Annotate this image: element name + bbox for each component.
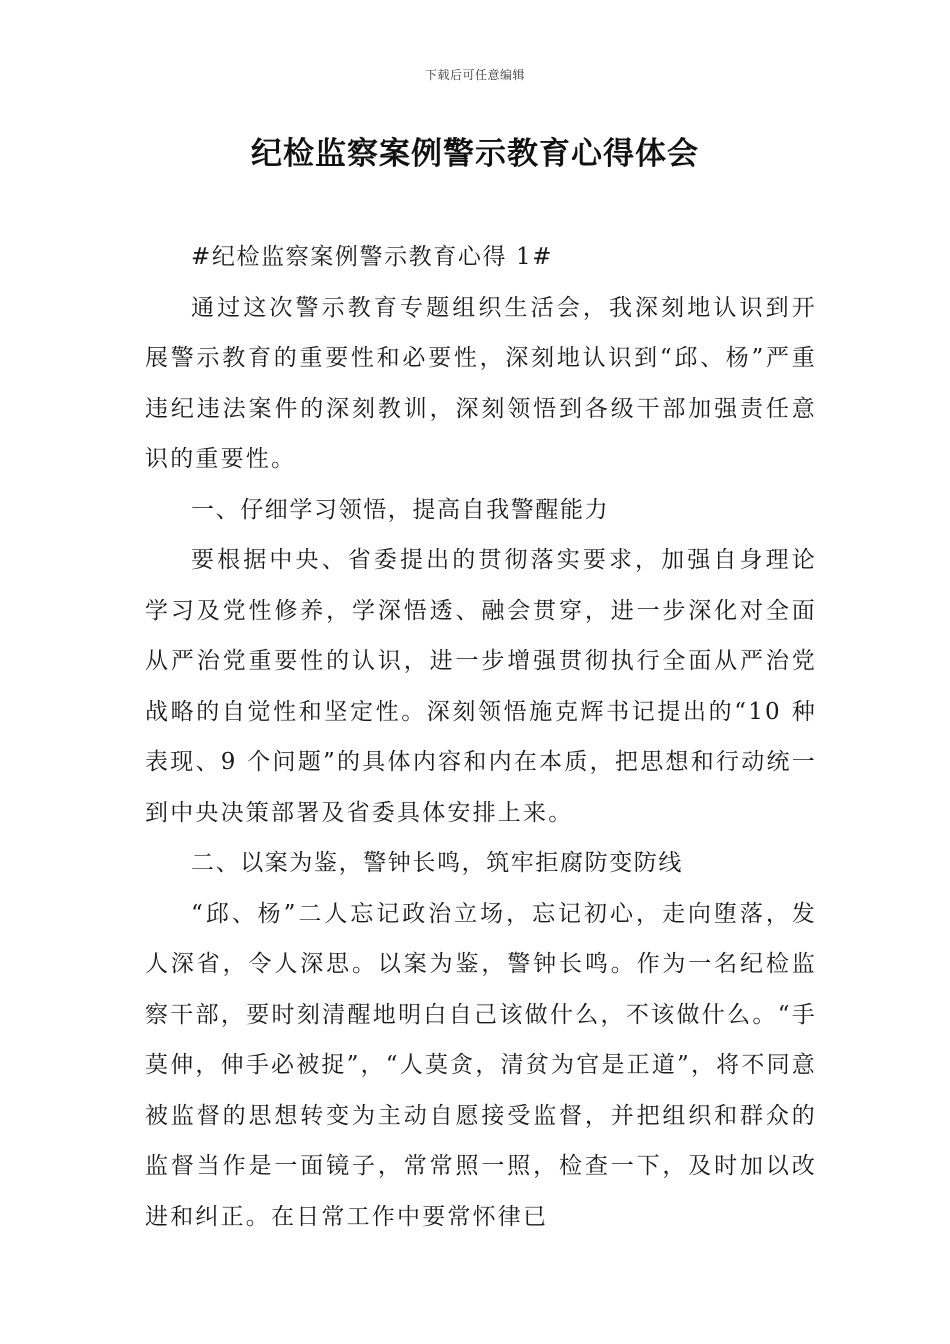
section-marker: #纪检监察案例警示教育心得 1#: [191, 244, 554, 270]
document-title: 纪检监察案例警示教育心得体会: [251, 136, 699, 172]
document-body: [145, 232, 817, 1242]
section-heading-1: 一、仔细学习领悟，提高自我警醒能力: [191, 496, 610, 523]
paragraph-section-2: “邱、杨”二人忘记政治立场，忘记初心，走向堕落，发人深省，令人深思。以案为鉴，警钟长鸣。作为一名纪检监察干部，要时刻清醒地明白自己该做什么，不该做什么。“手莫伸，伸手必被捉”，“人莫贪，清贫为官是正道”，将不同意被监督的思想转变为主动自愿接受监督，并把组织和群众的监督当作是一面镜子，常常照一照，检查一下，及时加以改进和纠正。在日常工作中要常怀律已: [145, 900, 817, 1230]
header-note: 下载后可任意编辑: [424, 68, 525, 82]
section-heading-2: 二、以案为鉴，警钟长鸣，筑牢拒腐防变防线: [191, 850, 683, 876]
paragraph-intro: 通过这次警示教育专题组织生活会，我深刻地认识到开展警示教育的重要性和必要性，深刻地认识到“邱、杨”严重违纪违法案件的深刻教训，深刻领悟到各级干部加强责任意识的重要性。: [145, 294, 817, 472]
paragraph-section-1: 要根据中央、省委提出的贯彻落实要求，加强自身理论学习及党性修养，学深悟透、融会贯穿，进一步深化对全面从严治党重要性的认识，进一步增强贯彻执行全面从严治党战略的自觉性和坚定性。深刻领悟施克辉书记提出的“10 种表现、9 个问题”的具体内容和内在本质，把思想和行动统一到中央决策部署及省委具体安排上来。: [145, 547, 817, 826]
